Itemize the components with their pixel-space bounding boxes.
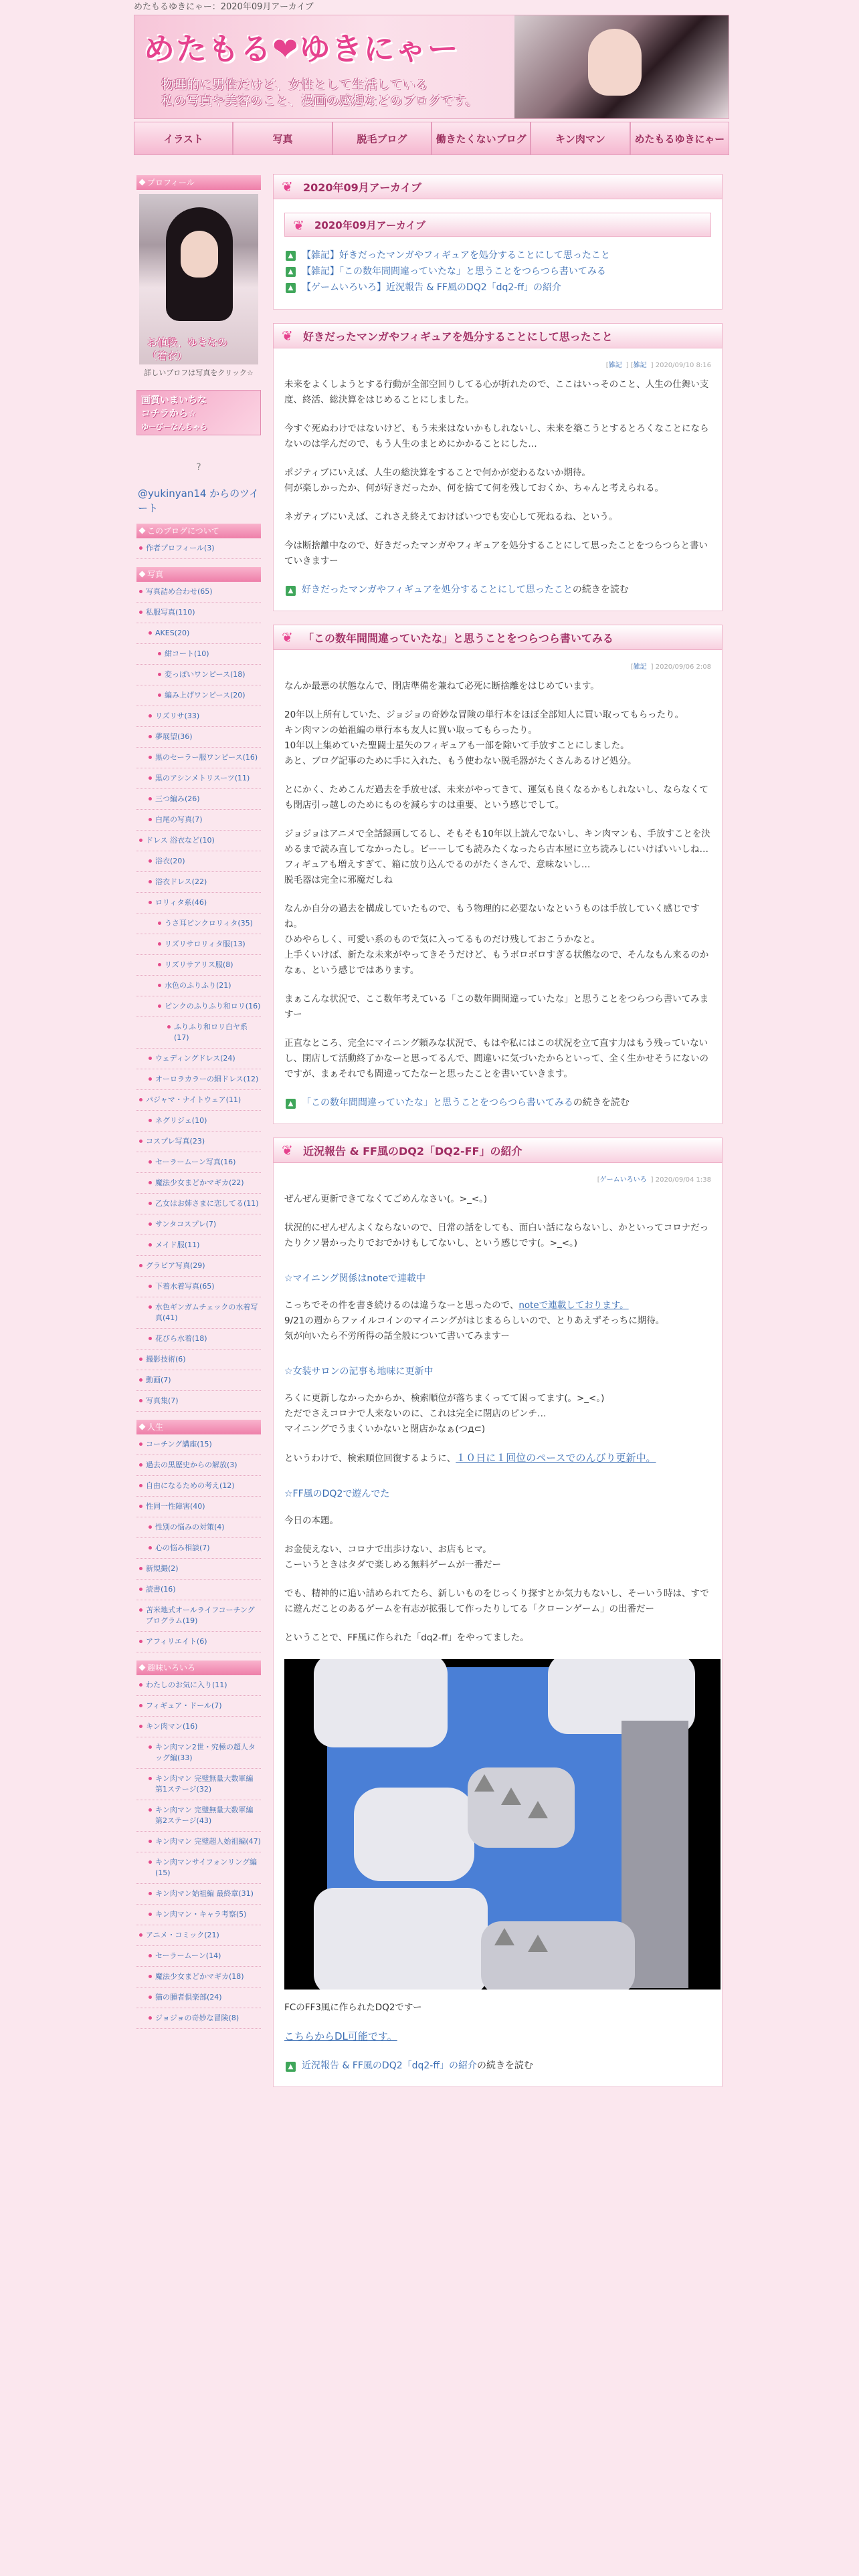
category-link[interactable]: 浴衣(20) [155, 857, 185, 865]
site-logo[interactable]: めたもる❤ゆきにゃー [144, 31, 460, 67]
category-tag[interactable]: 雑記 [608, 362, 622, 369]
entry-meta: [ゲームいろいろ ] 2020/09/04 1:38 [597, 1176, 711, 1184]
archive-link[interactable]: 【雑記】「この数年間間違っていたな」と思うことをつらつら書いてみる [302, 266, 606, 277]
category-link[interactable]: 過去の黒歴史からの解放(3) [146, 1461, 237, 1469]
category-link[interactable]: 下着水着写真(65) [155, 1282, 215, 1291]
list-item[interactable] [136, 1350, 261, 1370]
archive-panel [273, 199, 723, 310]
paragraph: とにかく、ためこんだ過去を手放せば、未来がやってきて、運気も良くなるかもしれないし、ならなくても閉店引っ越しのためにものを減らすのは重要、という感じでして。 [284, 784, 708, 811]
list-item[interactable] [136, 1329, 261, 1350]
archive-heading-text: 2020年09月アーカイブ [303, 181, 422, 194]
main-content [273, 174, 723, 2087]
entry-icon: ▲ [286, 1099, 296, 1109]
list-item[interactable] [136, 1632, 261, 1652]
list-item[interactable] [136, 1559, 261, 1580]
list-item[interactable] [136, 934, 261, 955]
list-item[interactable] [136, 582, 261, 603]
category-link[interactable]: グラビア写真(29) [146, 1261, 205, 1270]
entry-title[interactable] [273, 323, 723, 348]
paragraph: お金使えない、コロナで出歩けない、お店もヒマ。 こーいうときはタダで楽しめる無料ゲームが一番だー [284, 1544, 501, 1570]
category-link[interactable]: 花びら水着(18) [155, 1334, 207, 1343]
category-link[interactable]: 猫の腫者倶楽部(24) [155, 1993, 222, 2002]
category-link[interactable]: 水色ギンガムチェックの水着写真(41) [155, 1303, 258, 1322]
category-link[interactable]: 三つ編み(26) [155, 794, 200, 803]
category-link[interactable]: 苫米地式オールライフコーチングプログラム(19) [146, 1606, 255, 1625]
paragraph: 今は断捨離中なので、好きだったマンガやフィギュアを処分することにして思ったことをつらつらと書いていきますー [284, 540, 708, 566]
category-link[interactable]: ドレス 浴衣など(10) [146, 836, 215, 845]
category-link[interactable]: リズリサロリィタ服(13) [165, 940, 246, 948]
category-link[interactable]: ネグリジェ(10) [155, 1116, 207, 1125]
list-item[interactable] [136, 1675, 261, 1696]
list-item[interactable] [136, 538, 261, 559]
photo-category-list [136, 582, 261, 1412]
list-item[interactable] [136, 685, 261, 706]
category-link[interactable]: アフィリエイト(6) [146, 1637, 207, 1646]
entry-meta: [雑記 ] 2020/09/06 2:08 [630, 663, 711, 671]
entry-title[interactable] [273, 625, 723, 650]
paragraph: 今すぐ死ぬわけではないけど、もう未来はないかもしれないし、未来を築こうとするとろくなことにならないのは学んだので、もう人生のまとめにかかることにした… [284, 423, 709, 449]
category-link[interactable]: コーチング講座(15) [146, 1440, 212, 1448]
list-item[interactable] [136, 1069, 261, 1090]
list-item[interactable] [136, 810, 261, 831]
category-link[interactable]: わたしのお気に入り(11) [146, 1681, 227, 1689]
list-item[interactable] [136, 1476, 261, 1497]
page-title: めたもるゆきにゃー：2020年09月アーカイブ [134, 2, 314, 12]
category-link[interactable]: フィギュア・ドール(7) [146, 1701, 222, 1710]
read-more-link[interactable]: 「この数年間間違っていたな」と思うことをつらつら書いてみる [302, 1097, 573, 1108]
category-link[interactable]: 撮影技術(6) [146, 1355, 186, 1364]
list-item[interactable] [136, 2008, 261, 2029]
entry-body [273, 1163, 723, 2087]
list-item[interactable] [136, 1967, 261, 1988]
list-item[interactable] [136, 1769, 261, 1800]
text: こっちでその件を書き続けるのは違うなーと思ったので、 [284, 1300, 519, 1311]
category-link[interactable]: キン肉マン(16) [146, 1722, 198, 1731]
paragraph [284, 1298, 711, 1344]
list-item[interactable] [136, 1497, 261, 1517]
archive-item[interactable] [284, 280, 711, 296]
list-item[interactable] [136, 1017, 261, 1049]
entry-title-text[interactable]: 「この数年間間違っていたな」と思うことをつらつら書いてみる [303, 631, 613, 645]
category-link[interactable]: 自由になるための考え(12) [146, 1481, 235, 1490]
list-item[interactable] [136, 872, 261, 893]
text: というわけで、検索順位回復するように、 [284, 1453, 456, 1464]
heart-icon: ❦ [282, 179, 293, 195]
blog-entry [273, 323, 723, 611]
life-heading: 人生 [136, 1420, 261, 1434]
list-item[interactable] [136, 1277, 261, 1297]
category-link[interactable]: パジャマ・ナイトウェア(11) [146, 1095, 242, 1104]
category-link[interactable]: 新規撮(2) [146, 1564, 179, 1573]
list-item[interactable] [136, 1600, 261, 1632]
archive-subheading-text: 2020年09月アーカイブ [314, 219, 425, 231]
list-item[interactable] [136, 1988, 261, 2008]
list-item[interactable] [136, 623, 261, 644]
category-link[interactable]: オーロラカラーの細ドレス(12) [155, 1075, 259, 1083]
nav-no-work[interactable]: 働きたくないブログ [432, 122, 531, 155]
list-item[interactable] [136, 1580, 261, 1600]
list-item[interactable] [136, 768, 261, 789]
category-link[interactable]: 読書(16) [146, 1585, 176, 1594]
category-link[interactable]: 写真詰め合わせ(65) [146, 587, 213, 596]
category-link[interactable]: 動画(7) [146, 1376, 171, 1384]
paragraph: なんか最悪の状態なんで、閉店準備を兼ねて必死に断捨離をはじめています。 [284, 681, 599, 691]
read-more[interactable] [284, 2058, 711, 2073]
text: 9/21の週からファイルコインのマイニングがはじまるらしいので、とりあえずそっちに期待。 気が向いたら不労所得の話全般について書いてみますー [284, 1315, 665, 1341]
category-link[interactable]: キン肉マン2世・究極の超人タッグ編(33) [155, 1743, 256, 1762]
list-item[interactable] [136, 1152, 261, 1173]
list-item[interactable] [136, 1173, 261, 1194]
list-item[interactable] [136, 748, 261, 768]
list-item[interactable] [136, 831, 261, 851]
archive-list [284, 247, 711, 296]
heart-icon: ❦ [282, 629, 293, 645]
entry-icon: ▲ [286, 283, 296, 293]
paragraph: ジョジョはアニメで全話録画してるし、そもそも10年以上読んでないし、キン肉マンも、手放すことを決めるまで読み直してなかったし。ビーーしても読みたくなったら古本屋に立ち読みしにいけばいいしね… フィギュアも増えすぎて、箱に放り込んでるのがたくさんで、意味ないし… 脱毛器は完全に邪魔だしね [284, 829, 710, 885]
category-link[interactable]: 浴衣ドレス(22) [155, 877, 207, 886]
list-item[interactable] [136, 893, 261, 914]
category-link[interactable]: 乙女はお姉さまに恋してる(11) [155, 1199, 259, 1208]
category-link[interactable]: AKES(20) [155, 629, 190, 637]
archive-item[interactable] [284, 263, 711, 280]
list-item[interactable] [136, 851, 261, 872]
list-item[interactable] [136, 1370, 261, 1391]
category-link[interactable]: 夢展望(36) [155, 732, 193, 741]
profile-caption: 詳しいプロフは写真をクリック☆ [144, 368, 254, 377]
paragraph: でも、精神的に追い詰められてたら、新しいものをじっくり探すとか気力もないし、そーいう時は、すでに遊んだことのあるゲームを有志が拡張して作ったりしてる「クローンゲーム」の出番だー [284, 1588, 709, 1614]
sidebar [136, 175, 261, 2029]
archive-subheading [284, 213, 711, 237]
list-item[interactable] [136, 1256, 261, 1277]
category-link[interactable]: うさ耳ピンクロリィタ(35) [165, 919, 253, 928]
category-link[interactable]: 性別の悩みの対策(4) [155, 1523, 225, 1531]
category-link[interactable]: 変っぽいワンピース(18) [165, 670, 246, 679]
nav-hair-removal[interactable]: 脱毛ブログ [332, 122, 432, 155]
paragraph: ろくに更新しなかったからか、検索順位が落ちまくってて困ってます(。>_<。) ただでさえコロナで人来ないのに、これは完全に閉店のピンチ… マイニングでうまくいかないと閉店かなぁ(つд⊂) [284, 1393, 605, 1434]
entry-date: 2020/09/04 1:38 [655, 1176, 711, 1184]
note-link[interactable]: noteで連載しております。 [518, 1300, 629, 1311]
list-item[interactable] [136, 1800, 261, 1832]
list-item[interactable] [136, 1925, 261, 1946]
archive-link[interactable]: 【ゲームいろいろ】近況報告 & FF風のDQ2「dq2-ff」の紹介 [302, 282, 562, 293]
list-item[interactable] [136, 914, 261, 934]
entry-title[interactable] [273, 1138, 723, 1163]
list-item[interactable] [136, 976, 261, 996]
list-item[interactable] [136, 789, 261, 810]
list-item[interactable] [136, 1090, 261, 1111]
site-tagline [161, 77, 478, 109]
list-item[interactable] [136, 1884, 261, 1905]
list-item[interactable] [136, 1297, 261, 1329]
category-link[interactable]: 魔法少女まどかマギカ(22) [155, 1178, 244, 1187]
section-heading: ☆FF風のDQ2で遊んでた [284, 1489, 390, 1499]
category-link[interactable]: 性同一性障害(40) [146, 1502, 205, 1511]
category-link[interactable]: 心の悩み相談(7) [155, 1543, 210, 1552]
banner-line: ゆーびーなんちゃら [141, 423, 207, 431]
category-link[interactable]: リズリサ(33) [155, 712, 200, 720]
archive-item[interactable] [284, 247, 711, 263]
list-item[interactable] [136, 1538, 261, 1559]
list-item[interactable] [136, 665, 261, 685]
paragraph: なんか自分の過去を構成していたもので、もう物理的に必要ないなというものは手放していく感じですね。 ひめやらしく、可愛い系のもので気に入ってるものだけ残しておこうかなと。 上手くいけば、新たな未来がやってきそうだけど、もうボロボロすぎる状態なので、そんなもん来るのかなぁ、という感じではあります。 [284, 903, 709, 976]
nav-illust[interactable]: イラスト [134, 122, 233, 155]
nav-kinnikuman[interactable]: キン肉マン [531, 122, 630, 155]
category-link[interactable]: キン肉マン 完璧超人始祖編(47) [155, 1837, 261, 1846]
read-more[interactable] [284, 1095, 711, 1110]
read-more-suffix: の続きを読む [477, 2060, 534, 2071]
category-link[interactable]: メイド服(11) [155, 1241, 200, 1249]
read-more[interactable] [284, 582, 711, 597]
paragraph: ポジティブにいえば、人生の総決算をすることで何かが変わるないか期待。 何が楽しかったか、何が好きだったか、何を捨てて何を残しておくか、ちゃんと考えられる。 [284, 467, 664, 494]
category-link[interactable]: キン肉マン 完璧無量大数軍編 第2ステージ(43) [155, 1806, 254, 1825]
download-link[interactable]: こちらからDL可能です。 [284, 2030, 397, 2042]
read-more-suffix: の続きを読む [573, 1097, 630, 1108]
entry-icon: ▲ [286, 267, 296, 277]
list-item[interactable] [136, 1696, 261, 1717]
list-item[interactable] [136, 1434, 261, 1455]
heart-icon: ❦ [282, 1142, 293, 1158]
list-item[interactable] [136, 1737, 261, 1769]
category-link[interactable]: キン肉マン始祖編 最終章(31) [155, 1889, 254, 1898]
entry-body [273, 348, 723, 611]
hobby-heading: 趣味いろいろ [136, 1660, 261, 1675]
list-item[interactable] [136, 1905, 261, 1925]
category-link[interactable]: 白尾の写真(7) [155, 815, 203, 824]
list-item[interactable] [136, 1132, 261, 1152]
about-list [136, 538, 261, 559]
list-item[interactable] [136, 1832, 261, 1852]
life-category-list [136, 1434, 261, 1652]
section-heading: ☆マイニング関係はnoteで連載中 [284, 1273, 425, 1284]
category-link[interactable]: 魔法少女まどかマギカ(18) [155, 1972, 244, 1981]
section-heading: ☆女装サロンの記事も地味に更新中 [284, 1366, 434, 1377]
category-link[interactable]: 紺コート(10) [165, 649, 209, 658]
read-more-link[interactable]: 好きだったマンガやフィギュアを処分することにして思ったこと [302, 584, 573, 595]
list-item[interactable] [136, 996, 261, 1017]
category-link[interactable]: キン肉マンサイフォンリング編(15) [155, 1858, 258, 1877]
category-tag[interactable]: 雑記 [633, 362, 647, 369]
paragraph: ぜんぜん更新できてなくてごめんなさい(。>_<。) [284, 1194, 488, 1204]
banner-line: コチラから☆ [141, 409, 197, 419]
category-link[interactable]: 作者プロフィール(3) [146, 544, 215, 552]
category-link[interactable]: セーラームーン写真(16) [155, 1158, 236, 1166]
about-heading: このブログについて [136, 524, 261, 538]
list-item[interactable] [136, 603, 261, 623]
list-item[interactable] [136, 1111, 261, 1132]
list-item[interactable] [136, 1391, 261, 1412]
category-link[interactable]: キン肉マン・キャラ考察(5) [155, 1910, 247, 1919]
image-caption: FCのFF3風に作られたDQ2ですー [284, 2002, 422, 2013]
nav-metamoru[interactable]: めたもるゆきにゃー [630, 122, 729, 155]
photo-heading: 写真 [136, 567, 261, 582]
promo-banner[interactable] [136, 390, 261, 435]
archive-heading [273, 174, 723, 199]
category-link[interactable]: キン肉マン 完璧無量大数軍編 第1ステージ(32) [155, 1774, 254, 1794]
list-item[interactable] [136, 1717, 261, 1737]
heart-icon: ❦ [293, 217, 304, 233]
paragraph: 20年以上所有していた、ジョジョの奇妙な冒険の単行本をほぼ全部知人に買い取ってもらったり。 キン肉マンの始祖編の単行本も友人に買い取ってもらったり。 10年以上集めていた聖闘士星矢のフィギュアも一部を除いて手放すことにしました。 あと、ブログ記事のために手に入れた、もう使わない脱毛器がたくさんあるけど処分。 [284, 710, 684, 766]
entry-body [273, 650, 723, 1124]
category-link[interactable]: ロリィタ系(46) [155, 898, 207, 907]
category-link[interactable]: 黒のアシンメトリスーツ(11) [155, 774, 250, 782]
category-link[interactable]: 私服写真(110) [146, 608, 195, 617]
category-tag[interactable]: 雑記 [633, 663, 647, 671]
entry-date: 2020/09/10 8:16 [655, 362, 711, 369]
list-item[interactable] [136, 1235, 261, 1256]
tagline-line: 物理的に男性だけど、女性として生活している [161, 78, 429, 92]
list-item[interactable] [136, 1946, 261, 1967]
game-screenshot [284, 1659, 721, 1990]
twitter-link[interactable]: @yukinyan14 からのツイート [138, 488, 260, 514]
category-link[interactable]: 写真集(7) [146, 1396, 179, 1405]
category-link[interactable]: サンタコスプレ(7) [155, 1220, 217, 1228]
category-link[interactable]: セーラームーン(14) [155, 1951, 221, 1960]
category-link[interactable]: コスプレ写真(23) [146, 1137, 205, 1146]
profile-photo[interactable] [139, 194, 258, 364]
category-link[interactable]: 編み上げワンピース(20) [165, 691, 246, 700]
profile-overlay-text: お値段、ゆきなの （着衣） [147, 336, 228, 362]
archive-link[interactable]: 【雑記】好きだったマンガやフィギュアを処分することにして思ったこと [302, 250, 610, 261]
list-item[interactable] [136, 727, 261, 748]
tagline-line: 私の写真や美容のこと、漫画の感想などのブログです。 [161, 94, 478, 108]
nav-photo[interactable]: 写真 [233, 122, 332, 155]
category-link[interactable]: アニメ・コミック(21) [146, 1931, 219, 1939]
category-link[interactable]: リズリサアリス服(8) [165, 960, 233, 969]
category-link[interactable]: ピンクのふりふり和ロリ(16) [165, 1002, 261, 1010]
profile-heading: プロフィール [136, 175, 261, 190]
entry-meta: [雑記 ] [雑記 ] 2020/09/10 8:16 [605, 362, 711, 369]
heart-icon: ❦ [282, 328, 293, 344]
list-item[interactable] [136, 1214, 261, 1235]
paragraph: 状況的にぜんぜんよくならないので、日常の話をしても、面白い話にならないし、かといってコロナだったりクソ暑かったりでおでかけもしてないし、という感じです(。>_<。) [284, 1222, 709, 1249]
global-nav [134, 122, 729, 155]
paragraph: ネガティブにいえば、これさえ終えておけばいつでも安心して死ねるね、という。 [284, 512, 618, 522]
entry-icon: ▲ [286, 251, 296, 261]
entry-title-text[interactable]: 近況報告 & FF風のDQ2「DQ2-FF」の紹介 [303, 1144, 522, 1158]
paragraph: ということで、FF風に作られた「dq2-ff」をやってました。 [284, 1632, 529, 1643]
header-photo [514, 15, 729, 119]
list-item[interactable] [136, 644, 261, 665]
list-item[interactable] [136, 1852, 261, 1884]
paragraph: まぁこんな状況で、ここ数年考えている「この数年間間違っていたな」と思うことをつらつら書いてみますー [284, 994, 709, 1020]
paragraph: 今日の本題。 [284, 1515, 339, 1526]
blog-entry [273, 625, 723, 1124]
entry-icon: ▲ [286, 586, 296, 596]
category-link[interactable]: ウェディングドレス(24) [155, 1054, 235, 1063]
list-item[interactable] [136, 1455, 261, 1476]
paragraph: 未来をよくしようとする行動が全部空回りしてる心が折れたので、ここはいっそのこと、人生の仕舞い支度、終活、総決算をはじめることにしました。 [284, 379, 709, 405]
list-item[interactable] [136, 706, 261, 727]
site-header[interactable] [134, 15, 729, 119]
category-link[interactable]: 黒のセーラー服ワンピース(16) [155, 753, 258, 762]
category-link[interactable]: 水色のふりふり(21) [165, 981, 231, 990]
entry-title-text[interactable]: 好きだったマンガやフィギュアを処分することにして思ったこと [303, 330, 613, 343]
entry-icon: ▲ [286, 2062, 296, 2072]
list-item[interactable] [136, 1049, 261, 1069]
category-tag[interactable]: ゲームいろいろ [599, 1176, 647, 1184]
banner-line: 画質いまいちな [141, 395, 207, 406]
category-link[interactable]: ふりふり和ロリ白ヤ系(17) [174, 1023, 248, 1042]
blog-entry [273, 1138, 723, 2087]
list-item[interactable] [136, 1194, 261, 1214]
category-link[interactable]: ジョジョの奇妙な冒険(8) [155, 2014, 240, 2022]
list-item[interactable] [136, 1517, 261, 1538]
read-more-suffix: の続きを読む [572, 584, 629, 595]
paragraph [284, 1451, 711, 1467]
broken-image-icon: ? [196, 462, 201, 473]
list-item[interactable] [136, 955, 261, 976]
salon-link[interactable]: １０日に１回位のペースでのんびり更新中。 [456, 1452, 656, 1464]
hobby-category-list [136, 1675, 261, 2029]
read-more-link[interactable]: 近況報告 & FF風のDQ2「dq2-ff」の紹介 [302, 2060, 478, 2071]
entry-date: 2020/09/06 2:08 [655, 663, 711, 671]
paragraph: 正直なところ、完全にマイニング頼みな状況で、もはや私にはこの状況を立て直す力はもう残っていないし、閉店して活動終了かなーと思ってるんで、間違いに気づいたからといって、全く生かせそうにないのですが、まぁそれでも間違ってたなーと思ったことを書いていきます。 [284, 1038, 708, 1079]
